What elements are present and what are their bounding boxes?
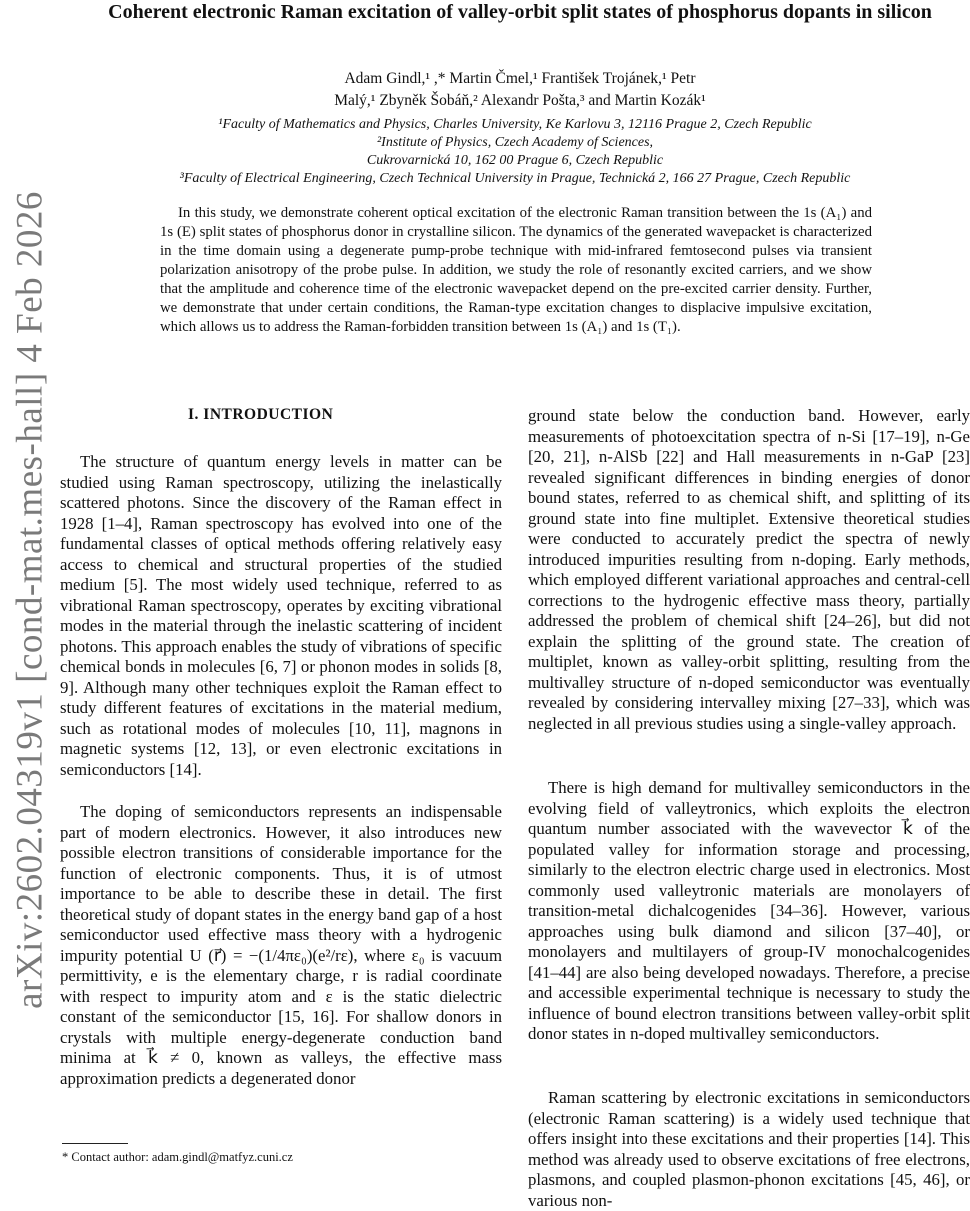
affiliation-2a: ²Institute of Physics, Czech Academy of Sciences, [376, 135, 654, 150]
affiliation-3: ³Faculty of Electrical Engineering, Czech Technical University in Prague, Technická 2, 166 27 Prague, Czech Republic [179, 171, 851, 186]
affiliation-2b: Cukrovarnická 10, 162 00 Prague 6, Czech Republic [366, 153, 664, 168]
arxiv-identifier: arXiv:2602.04319v1 [cond-mat.mes-hall] 4 Feb 2026 [9, 191, 51, 1009]
author-line-2: Malý,¹ Zbyněk Šobáň,² Alexandr Pošta,³ and Martin Kozák¹ [334, 92, 706, 109]
paragraph-right-3: Raman scattering by electronic excitations in semiconductors (electronic Raman scattering) is a widely used technique that offers insight into these excitations and their properties [14]. This method was already used to observe excitations of free electrons, plasmons, and coupled plasmon-phonon excitations [45, 46], or various non- [528, 1088, 970, 1210]
footnote-rule [62, 1143, 128, 1144]
contact-footnote: * Contact author: adam.gindl@matfyz.cuni.cz [62, 1150, 293, 1164]
paragraph-left-1: The structure of quantum energy levels in matter can be studied using Raman spectroscopy, utilizing the inelastically scattered photons. Since the discovery of the Raman effect in 1928 [1–4], Raman spectroscopy has evolved into one of the fundamental classes of optical methods offering relatively easy access to chemical and structural properties of the studied medium [5]. The most widely used technique, referred to as vibrational Raman spectroscopy, operates by exciting vibrational modes in the material through the inelastic scattering of incident photons. This approach enables the study of vibrations of specific chemical bonds in molecules [6, 7] or phonon modes in solids [8, 9]. Although many other techniques exploit the Raman effect to study different features of excitations in the material medium, such as rotational modes of molecules [10, 11], magnons in magnetic systems [12, 13], or even electronic excitations in semiconductors [14]. [60, 452, 502, 779]
paragraph-right-1: ground state below the conduction band. However, early measurements of photoexcitation spectra of n-Si [17–19], n-Ge [20, 21], n-AlSb [22] and Hall measurements in n-GaP [23] revealed significant differences in binding energies of donor bound states, referred to as chemical shift, and splitting of its ground state into fine multiplet. Extensive theoretical studies were conducted to accurately predict the spectra of newly introduced impurities resulting from n-doping. Early methods, which employed different variational approaches and central-cell corrections to the hydrogenic effective mass theory, partially addressed the problem of chemical shift [24–26], but did not explain the splitting of the ground state. The creation of multiplet, known as valley-orbit splitting, resulting from the multivalley structure of n-doped semiconductor was eventually revealed by considering intervalley mixing [27–33], which was neglected in all previous studies using a single-valley approach. [528, 406, 970, 733]
abstract: In this study, we demonstrate coherent optical excitation of the electronic Raman transition between the 1s (A₁) and 1s (E) split states of phosphorus donor in crystalline silicon. The dynamics of the generated wavepacket is characterized in the time domain using a degenerate pump-probe technique with mid-infrared femtosecond pulses via transient polarization anisotropy of the probe pulse. In addition, we study the role of resonantly excited carriers, and we show that the amplitude and coherence time of the electronic wavepacket depend on the pre-excited carrier density. Further, we demonstrate that under certain conditions, the Raman-type excitation changes to displacive impulsive excitation, which allows us to address the Raman-forbidden transition between 1s (A₁) and 1s (T₁). [160, 205, 872, 335]
author-line-1: Adam Gindl,¹ ,* Martin Čmel,¹ František Trojánek,¹ Petr [344, 70, 696, 87]
author-list [90, 68, 950, 112]
paragraph-right-2: There is high demand for multivalley semiconductors in the evolving field of valleytronics, which exploits the electron quantum number associated with the wavevector k⃗ of the populated valley for information storage and processing, similarly to the electron electric charge used in electronics. Most commonly used valleytronic materials are monolayers of transition-metal dichalcogenides [34–36]. However, various approaches using bulk diamond and silicon [37–40], or monolayers and multilayers of group-IV monochalcogenides [41–44] are also being developed nowadays. Therefore, a precise and accessible experimental technique is necessary to study the influence of bound electron transitions between valley-orbit split donor states in n-doped multivalley semiconductors. [528, 778, 970, 1043]
paragraph-left-2: The doping of semiconductors represents an indispensable part of modern electronics. However, it also introduces new possible electron transitions of considerable importance for the function of electronic components. Thus, it is of utmost importance to be able to describe these in detail. The first theoretical study of dopant states in the energy band gap of a host semiconductor used effective mass theory with a hydrogenic impurity potential U (r⃗) = −(1/4πε₀)(e²/rε), where ε₀ is vacuum permittivity, e is the elementary charge, r is radial coordinate with respect to impurity atom and ε is the static dielectric constant of the semiconductor [15, 16]. For shallow donors in crystals with multiple energy-degenerate conduction band minima at k⃗ ≠ 0, known as valleys, the effective mass approximation predicts a degenerated donor [60, 802, 502, 1088]
arxiv-sidebar [0, 0, 60, 1200]
affiliations [60, 116, 970, 188]
paper-title: Coherent electronic Raman excitation of valley-orbit split states of phosphorus dopants in silicon [108, 1, 932, 23]
affiliation-1: ¹Faculty of Mathematics and Physics, Charles University, Ke Karlovu 3, 12116 Prague 2, Czech Republic [218, 117, 812, 132]
section-heading-introduction: I. INTRODUCTION [188, 406, 334, 423]
